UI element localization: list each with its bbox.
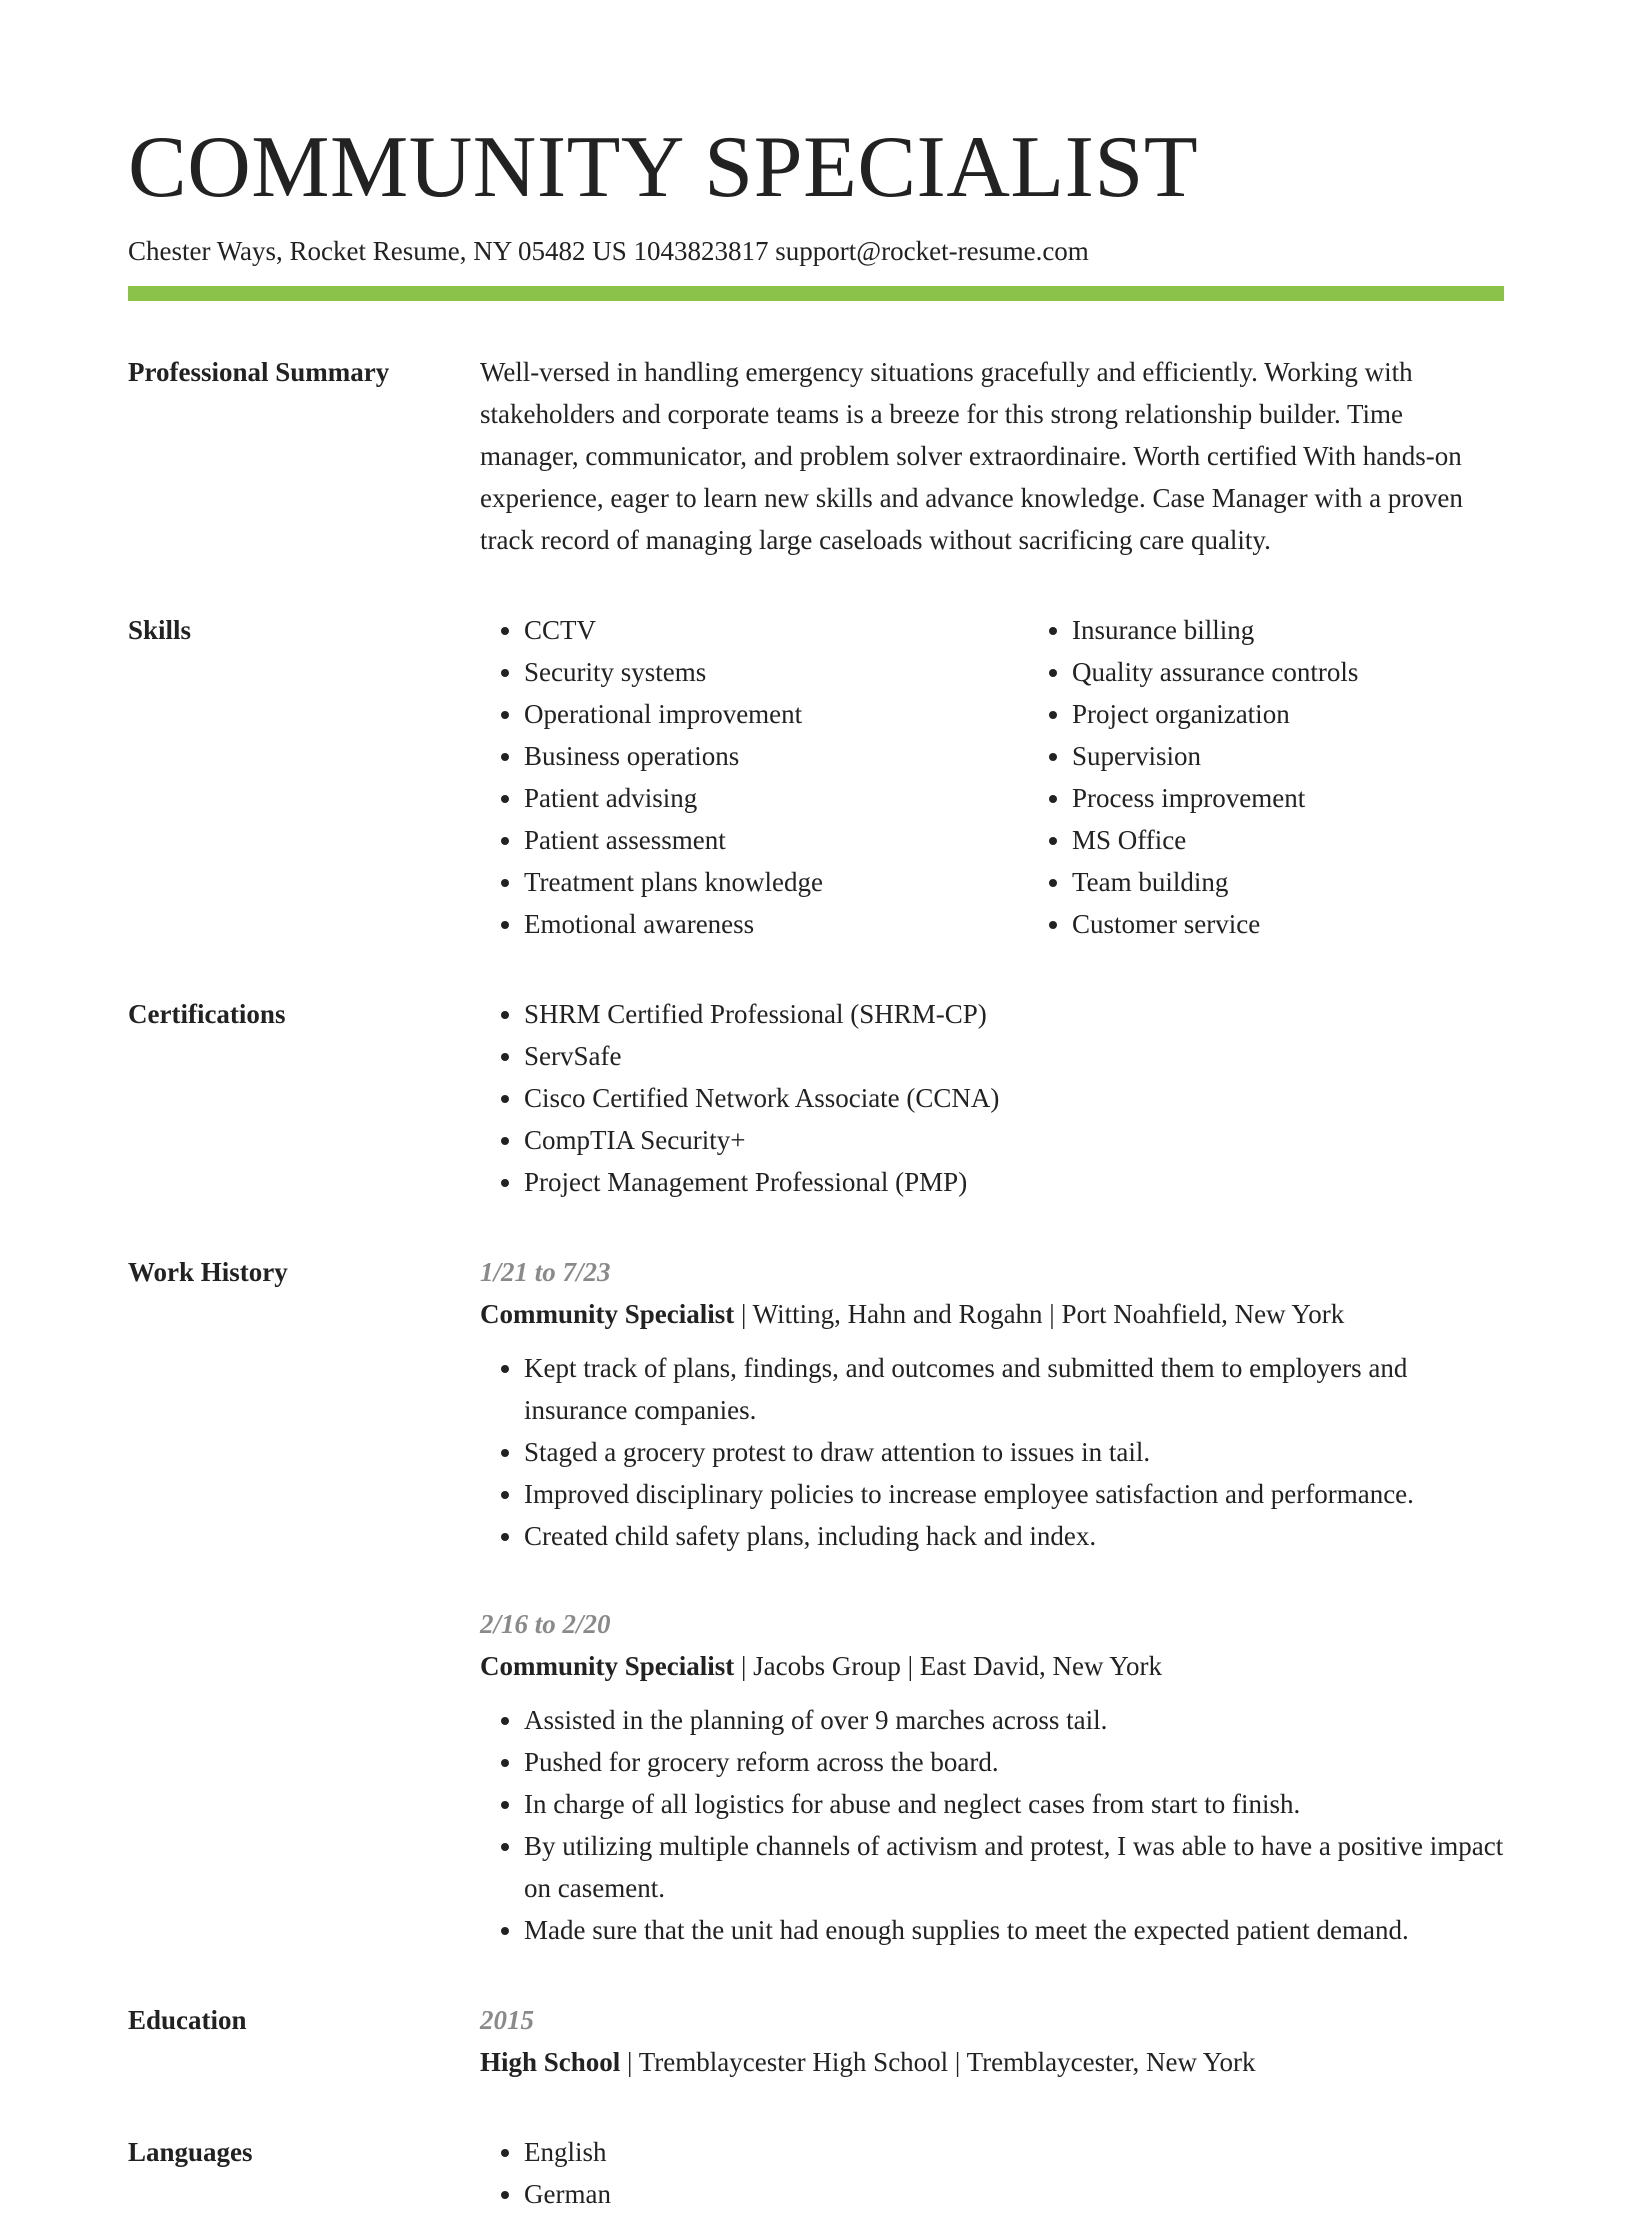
job-role: Community Specialist (480, 1299, 735, 1329)
resume-page (128, 118, 1504, 2215)
education-date: 2015 (480, 2005, 534, 2035)
certifications-section (128, 993, 1504, 1203)
header-divider (128, 286, 1504, 301)
job-header (480, 1293, 1504, 1335)
list-item: • Operational improvement (524, 693, 1028, 735)
list-item: • Treatment plans knowledge (524, 861, 1028, 903)
list-item: • Team building (1072, 861, 1358, 903)
list-item: • Customer service (1072, 903, 1358, 945)
list-item: • MS Office (1072, 819, 1358, 861)
list-item: • Staged a grocery protest to draw attention to issues in tail. (524, 1431, 1504, 1473)
candidate-title: COMMUNITY SPECIALIST (128, 119, 1199, 216)
job-role: Community Specialist (480, 1651, 735, 1681)
skills-heading: Skills (128, 615, 192, 645)
list-item: • Kept track of plans, findings, and outcomes and submitted them to employers and insurance companies. (524, 1347, 1504, 1431)
list-item: • Emotional awareness (524, 903, 1028, 945)
contact-phone: 1043823817 (633, 236, 769, 266)
languages-section (128, 2131, 1504, 2215)
list-item: • Patient assessment (524, 819, 1028, 861)
education-section (128, 1999, 1504, 2083)
list-item: • By utilizing multiple channels of activism and protest, I was able to have a positive impact on casement. (524, 1825, 1504, 1909)
education-header (480, 2041, 1504, 2083)
list-item: • In charge of all logistics for abuse and neglect cases from start to finish. (524, 1783, 1504, 1825)
summary-text: Well-versed in handling emergency situations gracefully and efficiently. Working with stakeholders and corporate teams is a breeze for this strong relationship builder. Time manager, communicator, and problem solver extraordinaire. Worth certified With hands-on experience, eager to learn new skills and advance knowledge. Case Manager with a proven track record of managing large caseloads without sacrificing care quality. (480, 357, 1463, 555)
list-item: • Created child safety plans, including hack and index. (524, 1515, 1504, 1557)
list-item: • Project Management Professional (PMP) (524, 1161, 1504, 1203)
list-item: • Patient advising (524, 777, 1028, 819)
list-item: • CompTIA Security+ (524, 1119, 1504, 1161)
job-entry (480, 1603, 1504, 1951)
contact-line (128, 234, 1504, 268)
list-item: • SHRM Certified Professional (SHRM-CP) (524, 993, 1504, 1035)
list-item: • Made sure that the unit had enough supplies to meet the expected patient demand. (524, 1909, 1504, 1951)
list-item: • Process improvement (1072, 777, 1358, 819)
contact-address: Chester Ways, Rocket Resume, NY 05482 US (128, 236, 627, 266)
list-item: • CCTV (524, 609, 1028, 651)
job-bullets (480, 1347, 1504, 1557)
education-details: | Tremblaycester High School | Tremblaycester, New York (620, 2047, 1256, 2077)
education-degree: High School (480, 2047, 621, 2077)
list-item: • Business operations (524, 735, 1028, 777)
list-item: • Quality assurance controls (1072, 651, 1358, 693)
list-item: • ServSafe (524, 1035, 1504, 1077)
job-date: 1/21 to 7/23 (480, 1257, 611, 1287)
job-bullets (480, 1699, 1504, 1951)
job-details: | Jacobs Group | East David, New York (734, 1651, 1163, 1681)
summary-heading: Professional Summary (128, 357, 390, 387)
contact-email: support@rocket-resume.com (775, 236, 1089, 266)
job-entry (480, 1251, 1504, 1557)
skills-section (128, 609, 1504, 945)
certifications-list (480, 993, 1504, 1203)
job-date: 2/16 to 2/20 (480, 1609, 611, 1639)
list-item: • Improved disciplinary policies to increase employee satisfaction and performance. (524, 1473, 1504, 1515)
list-item: • Project organization (1072, 693, 1358, 735)
education-heading: Education (128, 2005, 247, 2035)
list-item: • Security systems (524, 651, 1028, 693)
work-section (128, 1251, 1504, 1951)
languages-list (480, 2131, 1504, 2215)
list-item: • Cisco Certified Network Associate (CCNA) (524, 1077, 1504, 1119)
list-item: • Insurance billing (1072, 609, 1358, 651)
work-heading: Work History (128, 1257, 288, 1287)
skills-list-left (480, 609, 1028, 945)
list-item: • Supervision (1072, 735, 1358, 777)
list-item: • Pushed for grocery reform across the board. (524, 1741, 1504, 1783)
job-header (480, 1645, 1504, 1687)
job-details: | Witting, Hahn and Rogahn | Port Noahfield, New York (734, 1299, 1345, 1329)
skills-list-right (1028, 609, 1358, 945)
list-item: • English (524, 2131, 1504, 2173)
languages-heading: Languages (128, 2137, 253, 2167)
summary-section (128, 351, 1504, 561)
list-item: • Assisted in the planning of over 9 marches across tail. (524, 1699, 1504, 1741)
certifications-heading: Certifications (128, 999, 286, 1029)
list-item: • German (524, 2173, 1504, 2215)
